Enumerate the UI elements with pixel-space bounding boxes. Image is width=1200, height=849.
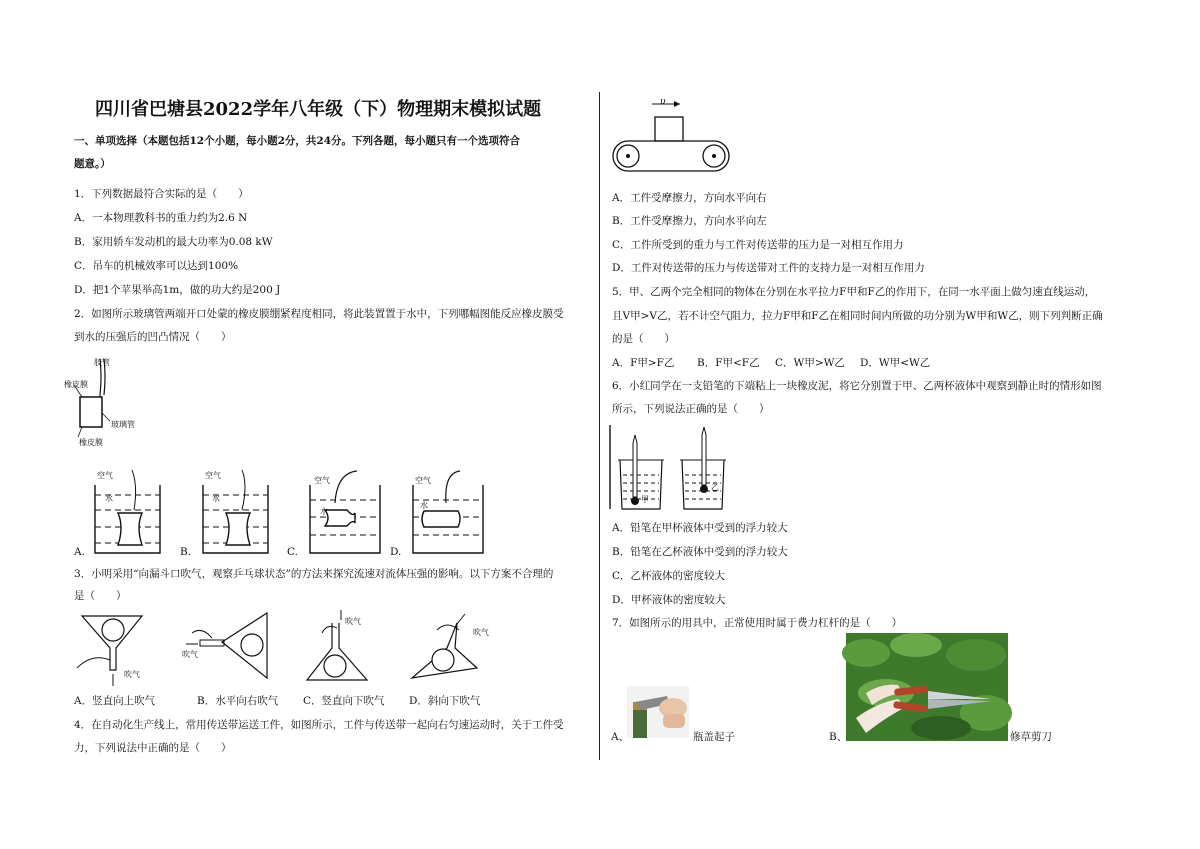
q6-option-b: B．铅笔在乙杯液体中受到的浮力较大 — [612, 546, 788, 558]
q3-stem-line1: 3．小明采用“向漏斗口吹气，观察乒乓球状态”的方法来探究流速对流体压强的影响。以下方案不合理的 — [74, 568, 554, 580]
funnel-b — [186, 613, 267, 678]
q4-stem-line1: 4．在自动化生产线上，常用传送带运送工件，如图所示，工件与传送带一起向右匀速运动时，关于工件受 — [74, 719, 564, 731]
q5-stem-line2: 且V甲>V乙，若不计空气阻力，拉力F甲和F乙在相同时间内所做的功分别为W甲和W乙，则下列判断正确 — [612, 310, 1103, 322]
q3-option-a: A．竖直向上吹气 — [74, 695, 156, 707]
q6-beaker-figure — [608, 425, 743, 515]
q2-a-water: 水 — [105, 494, 113, 503]
q7-option-a-label: 瓶盖起子 — [693, 731, 735, 743]
q3-a-blow: 吹气 — [124, 670, 140, 679]
q4-option-b: B．工件受摩擦力，方向水平向左 — [612, 215, 767, 227]
bottle-opener-photo — [627, 686, 689, 738]
hedge-shears-photo — [846, 633, 1008, 741]
q5-option-c: C．W甲>W乙 — [775, 357, 845, 369]
q3-stem-line2: 是（ ） — [74, 590, 127, 602]
q6-cup-jia-label: 甲 — [641, 495, 649, 504]
q1-option-b: B．家用轿车发动机的最大功率为0.08 kW — [74, 236, 273, 248]
q1-option-a: A．一本物理教科书的重力约为2.6 N — [74, 212, 248, 224]
q5-stem-line3: 的是（ ） — [612, 333, 675, 345]
q4-conveyor-figure — [610, 97, 735, 175]
q4-option-c: C．工件所受到的重力与工件对传送带的压力是一对相互作用力 — [612, 239, 904, 251]
q1-option-d: D．把1个苹果举高1m，做的功大约是200 J — [74, 284, 281, 296]
q5-option-b: B．F甲<F乙 — [697, 357, 760, 369]
q7-stem: 7．如图所示的用具中，正常使用时属于费力杠杆的是（ ） — [612, 617, 903, 629]
q3-b-blow: 吹气 — [182, 650, 198, 659]
q2-c-water: 水 — [320, 507, 328, 516]
q1-stem: 1．下列数据最符合实际的是（ ） — [74, 188, 249, 200]
q5-option-a: A．F甲>F乙 — [612, 357, 675, 369]
q3-c-blow: 吹气 — [345, 617, 361, 626]
q5-option-d: D．W甲<W乙 — [860, 357, 931, 369]
q2-option-d: D. — [390, 546, 402, 558]
q2-option-c: C. — [287, 546, 298, 558]
funnel-d — [412, 614, 477, 678]
q2-b-water: 水 — [212, 494, 220, 503]
q2-option-b: B. — [180, 546, 192, 558]
q7-option-b-label: 修草剪刀 — [1010, 731, 1052, 743]
q7-option-a-letter: A、 — [611, 731, 630, 743]
q2-b-air: 空气 — [205, 471, 221, 480]
cup-yi — [680, 427, 726, 509]
q4-velocity-label: υ — [660, 97, 666, 107]
q6-option-d: D．甲杯液体的密度较大 — [612, 594, 726, 606]
section-heading-line1: 一、单项选择（本题包括12个小题，每小题2分，共24分。下列各题，每小题只有一个选项符合 — [74, 135, 521, 147]
q2-beaker-figures — [90, 465, 570, 560]
fig-label-tube: 胶管 — [94, 358, 110, 367]
q6-stem-line2: 所示，下列说法正确的是（ ） — [612, 403, 770, 415]
q2-c-air: 空气 — [314, 476, 330, 485]
fig-label-membrane-bottom: 橡皮膜 — [79, 438, 103, 447]
q3-option-b: B．水平向右吹气 — [197, 695, 279, 707]
q4-stem-line2: 力，下列说法中正确的是（ ） — [74, 742, 232, 754]
section-heading-line2: 题意。） — [74, 158, 111, 170]
q4-option-a: A．工件受摩擦力，方向水平向右 — [612, 192, 767, 204]
fig-label-membrane-top: 橡皮膜 — [64, 380, 88, 389]
q2-stem-line1: 2．如图所示玻璃管两端开口处蒙的橡皮膜绷紧程度相同，将此装置置于水中，下列哪幅图能反应橡皮膜受 — [74, 308, 564, 320]
q4-option-d: D．工件对传送带的压力与传送带对工件的支持力是一对相互作用力 — [612, 262, 925, 274]
fig-label-glass: 玻璃管 — [111, 420, 135, 429]
q2-a-air: 空气 — [97, 471, 113, 480]
q5-stem-line1: 5．甲、乙两个完全相同的物体在分别在水平拉力F甲和F乙的作用下，在同一水平面上做匀速直线运动， — [612, 286, 1096, 298]
q2-d-air: 空气 — [415, 476, 431, 485]
q6-stem-line1: 6．小红同学在一支铅笔的下端粘上一块橡皮泥，将它分别置于甲、乙两杯液体中观察到静止时的情形如图 — [612, 380, 1102, 392]
q6-cup-yi-label: 乙 — [711, 483, 719, 492]
q3-option-c: C．竖直向下吹气 — [303, 695, 385, 707]
q6-option-a: A．铅笔在甲杯液体中受到的浮力较大 — [612, 522, 788, 534]
column-divider — [599, 92, 600, 760]
q2-stem-line2: 到水的压强后的凹凸情况（ ） — [74, 331, 232, 343]
q3-option-d: D．斜向下吹气 — [409, 695, 481, 707]
q3-d-blow: 吹气 — [473, 628, 489, 637]
q7-option-b-letter: B、 — [829, 731, 848, 743]
page-title: 四川省巴塘县2022学年八年级（下）物理期末模拟试题 — [95, 99, 542, 120]
q2-d-water: 水 — [420, 501, 428, 510]
q2-option-a: A. — [74, 546, 85, 558]
q6-option-c: C．乙杯液体的密度较大 — [612, 570, 726, 582]
q1-option-c: C．吊车的机械效率可以达到100% — [74, 260, 239, 272]
